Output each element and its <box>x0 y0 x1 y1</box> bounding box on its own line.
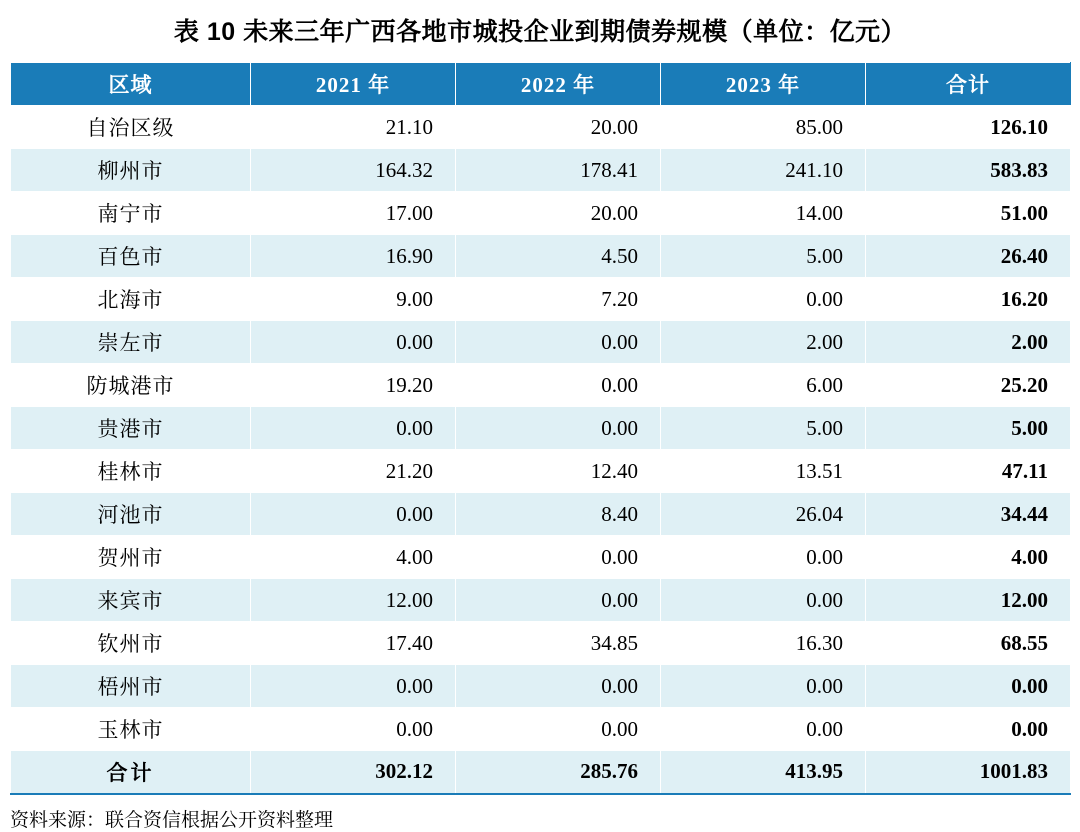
table-caption: 表 10 未来三年广西各地市城投企业到期债券规模（单位：亿元） <box>173 18 907 46</box>
cell-2023: 16.30 <box>661 622 866 665</box>
cell-2023: 14.00 <box>661 192 866 235</box>
column-header-total: 合计 <box>866 63 1071 106</box>
cell-total: 51.00 <box>866 192 1071 235</box>
cell-total-2021: 302.12 <box>251 751 456 794</box>
cell-2021: 12.00 <box>251 579 456 622</box>
cell-2023: 6.00 <box>661 364 866 407</box>
cell-2022: 34.85 <box>456 622 661 665</box>
table-header <box>11 63 1071 106</box>
column-header-2021: 2021 年 <box>251 63 456 106</box>
cell-total-sum: 1001.83 <box>866 751 1071 794</box>
cell-region: 崇左市 <box>11 321 251 364</box>
cell-2021: 9.00 <box>251 278 456 321</box>
cell-total: 0.00 <box>866 708 1071 751</box>
cell-region: 自治区级 <box>11 106 251 149</box>
cell-region: 贺州市 <box>11 536 251 579</box>
cell-2023: 0.00 <box>661 665 866 708</box>
cell-2022: 0.00 <box>456 321 661 364</box>
table-body <box>11 106 1071 794</box>
cell-2022: 4.50 <box>456 235 661 278</box>
cell-region: 南宁市 <box>11 192 251 235</box>
cell-total: 26.40 <box>866 235 1071 278</box>
cell-total: 12.00 <box>866 579 1071 622</box>
table-row <box>11 278 1071 321</box>
cell-2021: 0.00 <box>251 321 456 364</box>
cell-2023: 5.00 <box>661 407 866 450</box>
cell-total-label: 合计 <box>11 751 251 794</box>
cell-region: 来宾市 <box>11 579 251 622</box>
cell-2023: 13.51 <box>661 450 866 493</box>
cell-2022: 20.00 <box>456 106 661 149</box>
cell-2022: 0.00 <box>456 364 661 407</box>
cell-region: 北海市 <box>11 278 251 321</box>
cell-total: 25.20 <box>866 364 1071 407</box>
source-note: 资料来源：联合资信根据公开资料整理 <box>10 809 334 831</box>
cell-total-2022: 285.76 <box>456 751 661 794</box>
cell-region: 柳州市 <box>11 149 251 192</box>
table-row <box>11 708 1071 751</box>
table-row <box>11 450 1071 493</box>
table-row <box>11 364 1071 407</box>
cell-total: 0.00 <box>866 665 1071 708</box>
cell-2021: 21.10 <box>251 106 456 149</box>
cell-2023: 26.04 <box>661 493 866 536</box>
cell-2022: 178.41 <box>456 149 661 192</box>
cell-2023: 0.00 <box>661 579 866 622</box>
cell-2023: 2.00 <box>661 321 866 364</box>
column-header-2022: 2022 年 <box>456 63 661 106</box>
cell-region: 百色市 <box>11 235 251 278</box>
table-header-row <box>11 63 1071 106</box>
cell-total: 583.83 <box>866 149 1071 192</box>
cell-2021: 164.32 <box>251 149 456 192</box>
table-row <box>11 536 1071 579</box>
cell-region: 钦州市 <box>11 622 251 665</box>
cell-total: 68.55 <box>866 622 1071 665</box>
cell-2022: 8.40 <box>456 493 661 536</box>
cell-region: 河池市 <box>11 493 251 536</box>
cell-2021: 21.20 <box>251 450 456 493</box>
cell-2023: 0.00 <box>661 708 866 751</box>
table-row <box>11 235 1071 278</box>
cell-2021: 17.00 <box>251 192 456 235</box>
cell-2023: 5.00 <box>661 235 866 278</box>
cell-2021: 16.90 <box>251 235 456 278</box>
cell-total: 126.10 <box>866 106 1071 149</box>
cell-total: 5.00 <box>866 407 1071 450</box>
cell-region: 玉林市 <box>11 708 251 751</box>
cell-total: 47.11 <box>866 450 1071 493</box>
cell-2022: 0.00 <box>456 665 661 708</box>
cell-2023: 0.00 <box>661 278 866 321</box>
cell-2021: 0.00 <box>251 665 456 708</box>
cell-2023: 0.00 <box>661 536 866 579</box>
cell-2022: 20.00 <box>456 192 661 235</box>
cell-2021: 4.00 <box>251 536 456 579</box>
cell-2021: 0.00 <box>251 708 456 751</box>
cell-total: 16.20 <box>866 278 1071 321</box>
cell-region: 桂林市 <box>11 450 251 493</box>
table-row <box>11 493 1071 536</box>
cell-2021: 0.00 <box>251 493 456 536</box>
cell-region: 贵港市 <box>11 407 251 450</box>
table-row <box>11 106 1071 149</box>
cell-total: 34.44 <box>866 493 1071 536</box>
cell-2022: 7.20 <box>456 278 661 321</box>
cell-2022: 12.40 <box>456 450 661 493</box>
cell-2021: 17.40 <box>251 622 456 665</box>
cell-2023: 85.00 <box>661 106 866 149</box>
cell-total: 2.00 <box>866 321 1071 364</box>
cell-2022: 0.00 <box>456 536 661 579</box>
cell-2022: 0.00 <box>456 407 661 450</box>
table-row <box>11 622 1071 665</box>
column-header-2023: 2023 年 <box>661 63 866 106</box>
table-row <box>11 665 1071 708</box>
table-row <box>11 192 1071 235</box>
table-row <box>11 149 1071 192</box>
table-total-row <box>11 751 1071 794</box>
cell-total: 4.00 <box>866 536 1071 579</box>
table-row <box>11 407 1071 450</box>
cell-region: 防城港市 <box>11 364 251 407</box>
bond-maturity-table <box>10 62 1071 795</box>
table-row <box>11 579 1071 622</box>
cell-2021: 19.20 <box>251 364 456 407</box>
table-row <box>11 321 1071 364</box>
cell-region: 梧州市 <box>11 665 251 708</box>
cell-2022: 0.00 <box>456 708 661 751</box>
cell-total-2023: 413.95 <box>661 751 866 794</box>
cell-2022: 0.00 <box>456 579 661 622</box>
column-header-region: 区域 <box>11 63 251 106</box>
cell-2023: 241.10 <box>661 149 866 192</box>
cell-2021: 0.00 <box>251 407 456 450</box>
